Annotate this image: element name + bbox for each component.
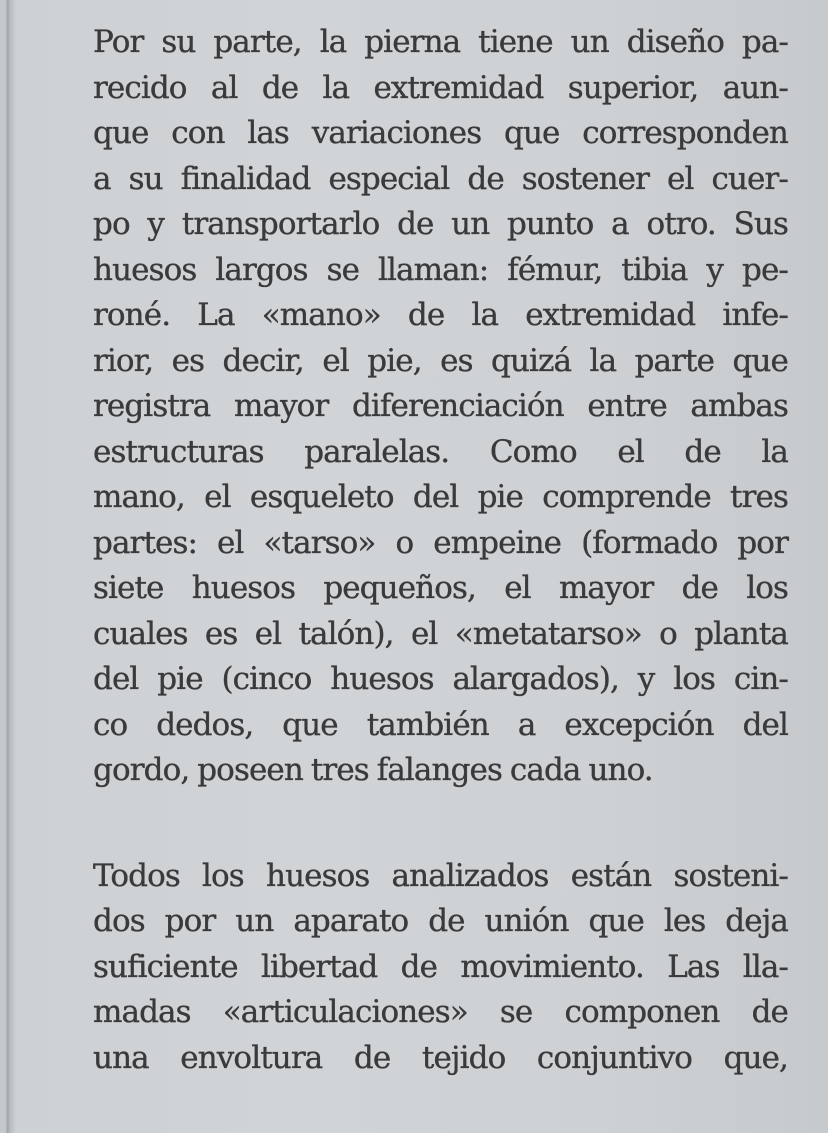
text-line: del pie (cinco huesos alargados), y los cin-: [93, 661, 788, 697]
text-line: a su finalidad especial de sostener el cuer-: [93, 160, 788, 197]
text-line: madas «articulaciones» se componen de: [93, 994, 788, 1030]
text-line: Todos los huesos analizados están sosteni-: [93, 857, 788, 894]
text-line: rior, es decir, el pie, es quizá la parte que: [93, 342, 788, 379]
text-line: mano, el esqueleto del pie comprende tres: [93, 479, 788, 515]
text-line: roné. La «mano» de la extremidad infe-: [93, 297, 788, 333]
paragraph-2: [93, 854, 788, 1082]
text-line: suficiente libertad de movimiento. Las lla-: [93, 948, 788, 985]
text-line: dos por un aparato de unión que les deja: [93, 903, 788, 939]
text-line: estructuras paralelas. Como el de la: [93, 433, 788, 470]
text-line: registra mayor diferenciación entre ambas: [93, 388, 788, 424]
text-line: que con las variaciones que corresponden: [93, 115, 788, 151]
book-text: [93, 20, 788, 1081]
text-line: una envoltura de tejido conjuntivo que,: [93, 1039, 788, 1076]
page-edge-line: [7, 0, 9, 1133]
text-line: huesos largos se llaman: fémur, tibia y pe-: [93, 251, 788, 288]
text-line: cuales es el talón), el «metatarso» o planta: [93, 615, 788, 652]
text-line: partes: el «tarso» o empeine (formado por: [93, 524, 788, 561]
paragraph-spacer: [93, 794, 788, 854]
text-line: recido al de la extremidad superior, aun-: [93, 69, 788, 106]
paragraph-1: [93, 20, 788, 794]
text-line: gordo, poseen tres falanges cada uno.: [93, 752, 653, 788]
text-line: po y transportarlo de un punto a otro. Sus: [93, 206, 788, 242]
text-line: siete huesos pequeños, el mayor de los: [93, 570, 788, 606]
text-line: co dedos, que también a excepción del: [93, 706, 788, 743]
text-line: Por su parte, la pierna tiene un diseño pa-: [93, 24, 788, 60]
